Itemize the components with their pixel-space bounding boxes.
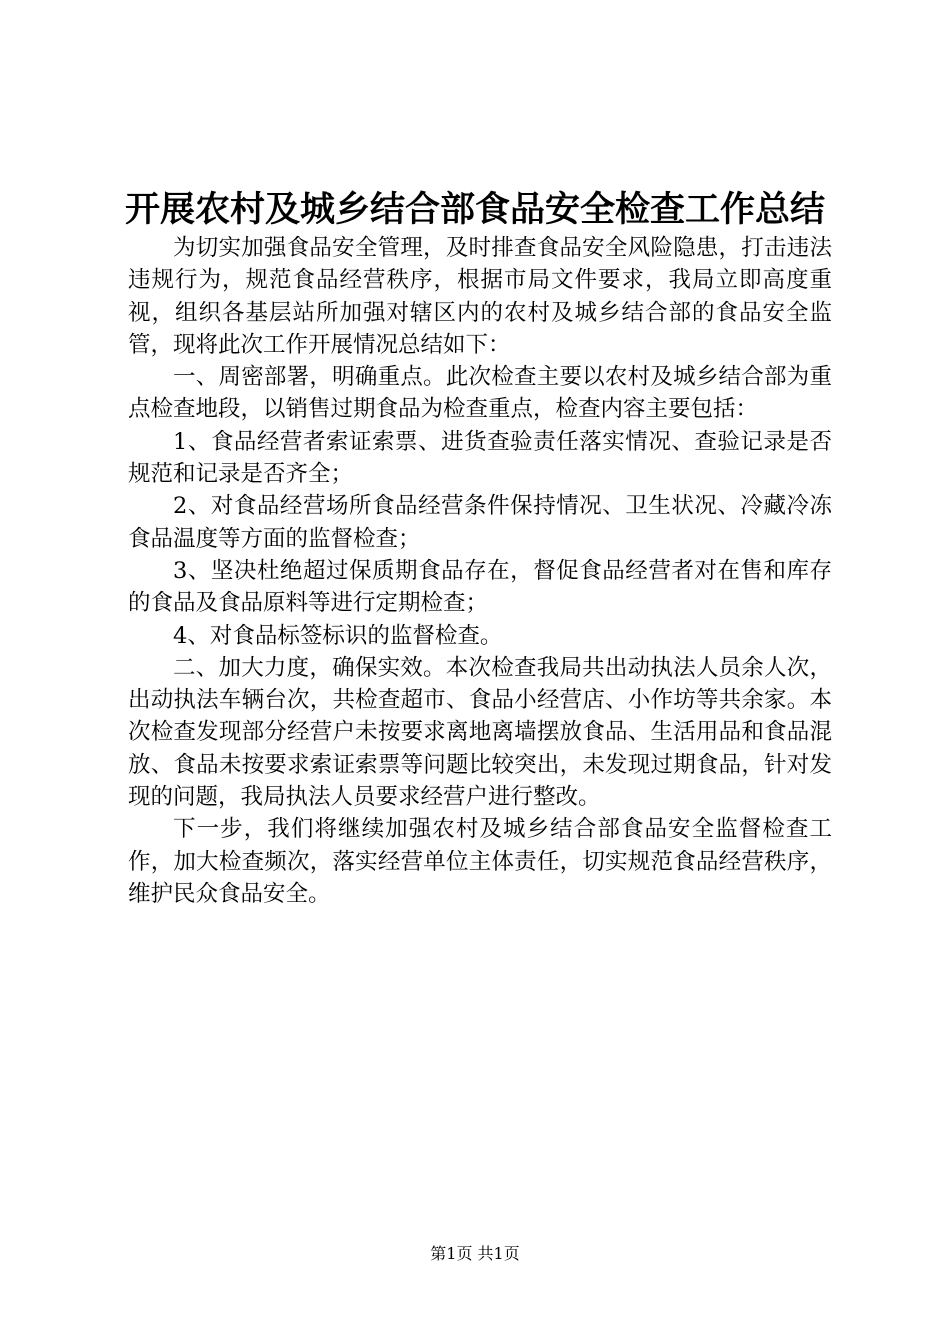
list-item-2: 2、对食品经营场所食品经营条件保持情况、卫生状况、冷藏冷冻食品温度等方面的监督检查； xyxy=(128,493,832,552)
document-title: 开展农村及城乡结合部食品安全检查工作总结 xyxy=(124,189,825,230)
list-item-3: 3、坚决杜绝超过保质期食品存在，督促食品经营者对在售和库存的食品及食品原料等进行定期检查； xyxy=(128,557,832,617)
document-body xyxy=(128,232,832,910)
list-item-1: 1、食品经营者索证索票、进货查验责任落实情况、查验记录是否规范和记录是否齐全； xyxy=(128,428,832,488)
paragraph-intro: 为切实加强食品安全管理，及时排查食品安全风险隐患，打击违法违规行为，规范食品经营秩序，根据市局文件要求，我局立即高度重视，组织各基层站所加强对辖区内的农村及城乡结合部的食品安全监管，现将此次工作开展情况总结如下： xyxy=(128,235,832,358)
list-item-4: 4、对食品标签标识的监督检查。 xyxy=(173,622,503,649)
paragraph-next-steps: 下一步，我们将继续加强农村及城乡结合部食品安全监督检查工作，加大检查频次，落实经营单位主体责任，切实规范食品经营秩序，维护民众食品安全。 xyxy=(128,816,832,907)
paragraph-section-1: 一、周密部署，明确重点。此次检查主要以农村及城乡结合部为重点检查地段，以销售过期食品为检查重点，检查内容主要包括： xyxy=(128,364,832,423)
page-footer: 第1页 共1页 xyxy=(430,1244,520,1263)
paragraph-section-2: 二、加大力度，确保实效。本次检查我局共出动执法人员余人次，出动执法车辆台次，共检查超市、食品小经营店、小作坊等共余家。本次检查发现部分经营户未按要求离地离墙摆放食品、生活用品和食品混放、食品未按要求索证索票等问题比较突出，未发现过期食品，针对发现的问题，我局执法人员要求经营户进行整改。 xyxy=(128,654,832,811)
